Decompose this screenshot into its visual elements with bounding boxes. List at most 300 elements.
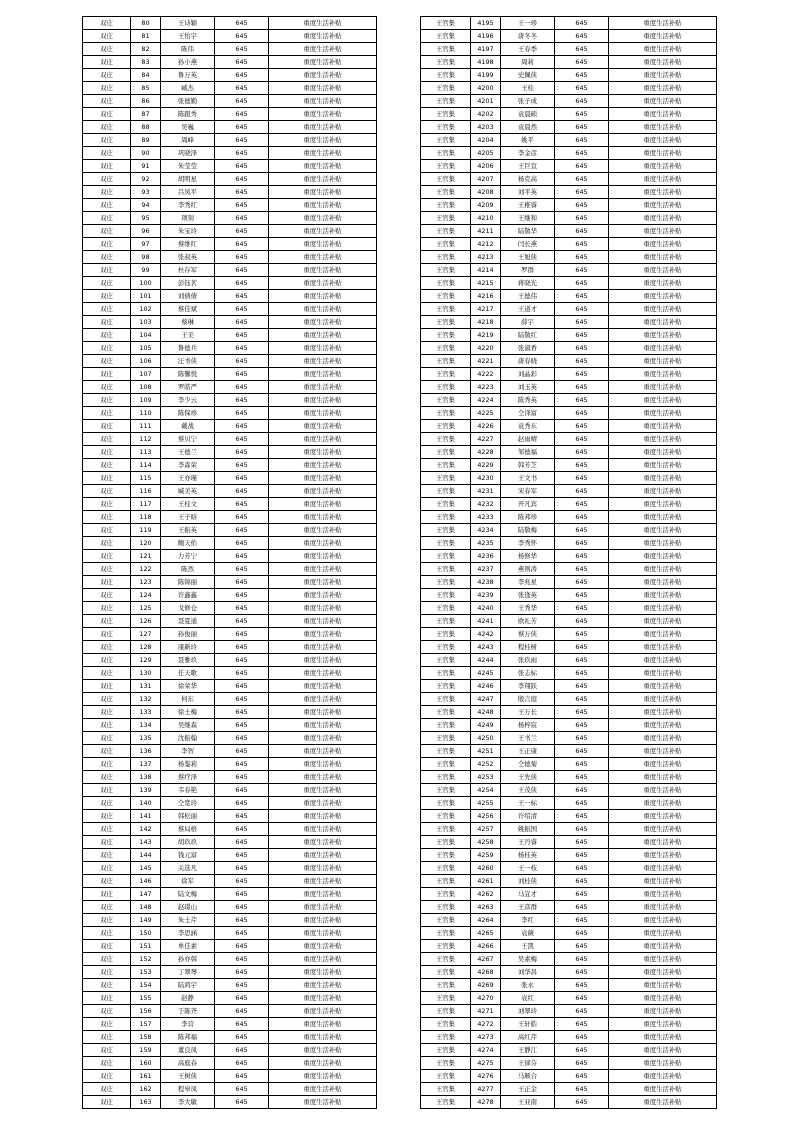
table-row bbox=[421, 433, 717, 446]
amount-cell: 645 bbox=[555, 693, 609, 706]
amount-cell: 645 bbox=[555, 641, 609, 654]
table-row bbox=[83, 810, 377, 823]
subsidy-type-cell: 重度生活补贴 bbox=[609, 589, 717, 602]
town-cell: 双庄 bbox=[83, 914, 131, 927]
table-row bbox=[421, 706, 717, 719]
subsidy-type-cell: 重度生活补贴 bbox=[609, 108, 717, 121]
town-cell: 王官集 bbox=[421, 1083, 471, 1096]
amount-cell: 645 bbox=[215, 537, 269, 550]
amount-cell: 645 bbox=[215, 1083, 269, 1096]
number-cell: 4240 bbox=[471, 602, 501, 615]
amount-cell: 645 bbox=[215, 693, 269, 706]
town-cell: 王官集 bbox=[421, 394, 471, 407]
subsidy-type-cell: 重度生活补贴 bbox=[609, 667, 717, 680]
town-cell: 双庄 bbox=[83, 134, 131, 147]
name-cell: 杨桂英 bbox=[501, 849, 555, 862]
table-row bbox=[421, 277, 717, 290]
table-row bbox=[421, 667, 717, 680]
name-cell: 王丹睿 bbox=[501, 836, 555, 849]
town-cell: 王官集 bbox=[421, 550, 471, 563]
table-row bbox=[421, 979, 717, 992]
town-cell: 王官集 bbox=[421, 797, 471, 810]
subsidy-type-cell: 重度生活补贴 bbox=[609, 576, 717, 589]
name-cell: 史佩侠 bbox=[501, 69, 555, 82]
number-cell: 86 bbox=[131, 95, 161, 108]
subsidy-type-cell: 重度生活补贴 bbox=[609, 563, 717, 576]
amount-cell: 645 bbox=[215, 602, 269, 615]
amount-cell: 645 bbox=[215, 966, 269, 979]
name-cell: 蔡琳 bbox=[161, 316, 215, 329]
name-cell: 程皋凤 bbox=[161, 1083, 215, 1096]
amount-cell: 645 bbox=[215, 472, 269, 485]
table-row bbox=[421, 56, 717, 69]
table-row bbox=[421, 199, 717, 212]
town-cell: 双庄 bbox=[83, 628, 131, 641]
amount-cell: 645 bbox=[215, 498, 269, 511]
table-row bbox=[83, 784, 377, 797]
number-cell: 4261 bbox=[471, 875, 501, 888]
amount-cell: 645 bbox=[215, 485, 269, 498]
number-cell: 116 bbox=[131, 485, 161, 498]
number-cell: 4219 bbox=[471, 329, 501, 342]
town-cell: 王官集 bbox=[421, 368, 471, 381]
name-cell: 仝宽玲 bbox=[161, 797, 215, 810]
name-cell: 刘华昌 bbox=[501, 966, 555, 979]
name-cell: 董良凤 bbox=[161, 1044, 215, 1057]
town-cell: 双庄 bbox=[83, 186, 131, 199]
town-cell: 王官集 bbox=[421, 147, 471, 160]
name-cell: 李兆星 bbox=[501, 576, 555, 589]
name-cell: 彭钰茗 bbox=[161, 277, 215, 290]
table-row bbox=[83, 17, 377, 30]
subsidy-type-cell: 重度生活补贴 bbox=[269, 628, 377, 641]
number-cell: 4214 bbox=[471, 264, 501, 277]
table-row bbox=[83, 394, 377, 407]
subsidy-type-cell: 重度生活补贴 bbox=[269, 225, 377, 238]
town-cell: 王官集 bbox=[421, 862, 471, 875]
table-row bbox=[83, 147, 377, 160]
number-cell: 4222 bbox=[471, 368, 501, 381]
amount-cell: 645 bbox=[215, 667, 269, 680]
left-table-body bbox=[83, 17, 377, 1109]
number-cell: 4206 bbox=[471, 160, 501, 173]
subsidy-type-cell: 重度生活补贴 bbox=[269, 1083, 377, 1096]
table-row bbox=[83, 1096, 377, 1109]
town-cell: 王官集 bbox=[421, 420, 471, 433]
table-row bbox=[83, 927, 377, 940]
amount-cell: 645 bbox=[215, 108, 269, 121]
amount-cell: 645 bbox=[215, 901, 269, 914]
table-row bbox=[421, 576, 717, 589]
amount-cell: 645 bbox=[215, 940, 269, 953]
number-cell: 4210 bbox=[471, 212, 501, 225]
subsidy-type-cell: 重度生活补贴 bbox=[609, 836, 717, 849]
name-cell: 许鑫鑫 bbox=[161, 589, 215, 602]
subsidy-type-cell: 重度生活补贴 bbox=[609, 446, 717, 459]
name-cell: 胡明星 bbox=[161, 173, 215, 186]
town-cell: 王官集 bbox=[421, 212, 471, 225]
town-cell: 双庄 bbox=[83, 953, 131, 966]
table-row bbox=[83, 654, 377, 667]
table-row bbox=[83, 511, 377, 524]
town-cell: 双庄 bbox=[83, 381, 131, 394]
name-cell: 许绍清 bbox=[501, 810, 555, 823]
town-cell: 双庄 bbox=[83, 147, 131, 160]
name-cell: 王桂 bbox=[501, 82, 555, 95]
town-cell: 双庄 bbox=[83, 238, 131, 251]
name-cell: 单佳素 bbox=[161, 940, 215, 953]
name-cell: 王美 bbox=[161, 329, 215, 342]
amount-cell: 645 bbox=[555, 537, 609, 550]
amount-cell: 645 bbox=[215, 1031, 269, 1044]
town-cell: 双庄 bbox=[83, 17, 131, 30]
amount-cell: 645 bbox=[555, 784, 609, 797]
town-cell: 王官集 bbox=[421, 108, 471, 121]
number-cell: 82 bbox=[131, 43, 161, 56]
subsidy-type-cell: 重度生活补贴 bbox=[609, 992, 717, 1005]
number-cell: 127 bbox=[131, 628, 161, 641]
subsidy-type-cell: 重度生活补贴 bbox=[269, 1005, 377, 1018]
number-cell: 103 bbox=[131, 316, 161, 329]
amount-cell: 645 bbox=[215, 82, 269, 95]
amount-cell: 645 bbox=[215, 56, 269, 69]
subsidy-type-cell: 重度生活补贴 bbox=[609, 303, 717, 316]
town-cell: 王官集 bbox=[421, 199, 471, 212]
town-cell: 王官集 bbox=[421, 498, 471, 511]
amount-cell: 645 bbox=[215, 407, 269, 420]
table-row bbox=[421, 1096, 717, 1109]
table-row bbox=[83, 771, 377, 784]
amount-cell: 645 bbox=[555, 823, 609, 836]
subsidy-type-cell: 重度生活补贴 bbox=[269, 1031, 377, 1044]
table-row bbox=[83, 121, 377, 134]
town-cell: 双庄 bbox=[83, 1096, 131, 1109]
subsidy-type-cell: 重度生活补贴 bbox=[269, 979, 377, 992]
town-cell: 双庄 bbox=[83, 940, 131, 953]
number-cell: 108 bbox=[131, 381, 161, 394]
number-cell: 4273 bbox=[471, 1031, 501, 1044]
table-row bbox=[421, 914, 717, 927]
table-row bbox=[83, 316, 377, 329]
name-cell: 臧美英 bbox=[161, 485, 215, 498]
number-cell: 90 bbox=[131, 147, 161, 160]
table-row bbox=[83, 862, 377, 875]
amount-cell: 645 bbox=[555, 199, 609, 212]
subsidy-type-cell: 重度生活补贴 bbox=[609, 290, 717, 303]
number-cell: 4212 bbox=[471, 238, 501, 251]
table-row bbox=[83, 1044, 377, 1057]
amount-cell: 645 bbox=[215, 199, 269, 212]
subsidy-type-cell: 重度生活补贴 bbox=[609, 719, 717, 732]
town-cell: 双庄 bbox=[83, 563, 131, 576]
number-cell: 4241 bbox=[471, 615, 501, 628]
name-cell: 巩晓泽 bbox=[161, 147, 215, 160]
name-cell: 王静江 bbox=[501, 1044, 555, 1057]
number-cell: 4274 bbox=[471, 1044, 501, 1057]
subsidy-type-cell: 重度生活补贴 bbox=[609, 1070, 717, 1083]
table-row bbox=[421, 732, 717, 745]
amount-cell: 645 bbox=[215, 225, 269, 238]
amount-cell: 645 bbox=[555, 95, 609, 108]
number-cell: 4268 bbox=[471, 966, 501, 979]
town-cell: 王官集 bbox=[421, 277, 471, 290]
town-cell: 双庄 bbox=[83, 329, 131, 342]
number-cell: 4246 bbox=[471, 680, 501, 693]
subsidy-type-cell: 重度生活补贴 bbox=[269, 290, 377, 303]
name-cell: 蔡佳斌 bbox=[161, 303, 215, 316]
amount-cell: 645 bbox=[215, 862, 269, 875]
amount-cell: 645 bbox=[215, 654, 269, 667]
amount-cell: 645 bbox=[555, 1070, 609, 1083]
town-cell: 双庄 bbox=[83, 433, 131, 446]
name-cell: 于陈齐 bbox=[161, 1005, 215, 1018]
table-row bbox=[83, 615, 377, 628]
number-cell: 153 bbox=[131, 966, 161, 979]
amount-cell: 645 bbox=[555, 238, 609, 251]
name-cell: 吴继森 bbox=[161, 719, 215, 732]
subsidy-type-cell: 重度生活补贴 bbox=[609, 537, 717, 550]
number-cell: 4209 bbox=[471, 199, 501, 212]
table-row bbox=[421, 862, 717, 875]
subsidy-type-cell: 重度生活补贴 bbox=[269, 1057, 377, 1070]
subsidy-type-cell: 重度生活补贴 bbox=[269, 82, 377, 95]
subsidy-type-cell: 重度生活补贴 bbox=[609, 17, 717, 30]
amount-cell: 645 bbox=[555, 446, 609, 459]
table-row bbox=[421, 43, 717, 56]
number-cell: 87 bbox=[131, 108, 161, 121]
number-cell: 4203 bbox=[471, 121, 501, 134]
table-row bbox=[83, 238, 377, 251]
amount-cell: 645 bbox=[555, 173, 609, 186]
table-row bbox=[421, 589, 717, 602]
number-cell: 98 bbox=[131, 251, 161, 264]
name-cell: 徐军 bbox=[161, 875, 215, 888]
number-cell: 4266 bbox=[471, 940, 501, 953]
number-cell: 96 bbox=[131, 225, 161, 238]
number-cell: 4251 bbox=[471, 745, 501, 758]
subsidy-type-cell: 重度生活补贴 bbox=[609, 979, 717, 992]
table-row bbox=[421, 394, 717, 407]
table-row bbox=[421, 82, 717, 95]
number-cell: 118 bbox=[131, 511, 161, 524]
subsidy-type-cell: 重度生活补贴 bbox=[609, 1096, 717, 1109]
table-row bbox=[83, 576, 377, 589]
name-cell: 杨梓宸 bbox=[501, 719, 555, 732]
subsidy-type-cell: 重度生活补贴 bbox=[269, 992, 377, 1005]
table-row bbox=[83, 342, 377, 355]
amount-cell: 645 bbox=[215, 680, 269, 693]
table-row bbox=[83, 966, 377, 979]
subsidy-type-cell: 重度生活补贴 bbox=[609, 849, 717, 862]
number-cell: 105 bbox=[131, 342, 161, 355]
table-row bbox=[421, 134, 717, 147]
number-cell: 4198 bbox=[471, 56, 501, 69]
subsidy-type-cell: 重度生活补贴 bbox=[609, 1057, 717, 1070]
town-cell: 王官集 bbox=[421, 628, 471, 641]
name-cell: 王先侠 bbox=[501, 771, 555, 784]
number-cell: 4239 bbox=[471, 589, 501, 602]
name-cell: 吕凤平 bbox=[161, 186, 215, 199]
name-cell: 李大敏 bbox=[161, 1096, 215, 1109]
number-cell: 4277 bbox=[471, 1083, 501, 1096]
town-cell: 王官集 bbox=[421, 121, 471, 134]
name-cell: 徐士梅 bbox=[161, 706, 215, 719]
table-row bbox=[421, 238, 717, 251]
table-row bbox=[83, 69, 377, 82]
subsidy-type-cell: 重度生活补贴 bbox=[269, 862, 377, 875]
town-cell: 王官集 bbox=[421, 940, 471, 953]
table-row bbox=[83, 355, 377, 368]
subsidy-type-cell: 重度生活补贴 bbox=[269, 342, 377, 355]
name-cell: 王万长 bbox=[501, 706, 555, 719]
name-cell: 陈锦丽 bbox=[161, 576, 215, 589]
amount-cell: 645 bbox=[215, 290, 269, 303]
town-cell: 王官集 bbox=[421, 485, 471, 498]
table-row bbox=[421, 1044, 717, 1057]
subsidy-type-cell: 重度生活补贴 bbox=[269, 706, 377, 719]
amount-cell: 645 bbox=[215, 927, 269, 940]
amount-cell: 645 bbox=[555, 914, 609, 927]
number-cell: 155 bbox=[131, 992, 161, 1005]
number-cell: 4276 bbox=[471, 1070, 501, 1083]
number-cell: 112 bbox=[131, 433, 161, 446]
amount-cell: 645 bbox=[215, 420, 269, 433]
name-cell: 鲁万英 bbox=[161, 69, 215, 82]
table-row bbox=[83, 602, 377, 615]
subsidy-type-cell: 重度生活补贴 bbox=[269, 394, 377, 407]
number-cell: 125 bbox=[131, 602, 161, 615]
amount-cell: 645 bbox=[215, 394, 269, 407]
amount-cell: 645 bbox=[215, 329, 269, 342]
table-row bbox=[83, 992, 377, 1005]
name-cell: 李营 bbox=[161, 1018, 215, 1031]
number-cell: 4211 bbox=[471, 225, 501, 238]
table-row bbox=[83, 368, 377, 381]
name-cell: 刘翠玲 bbox=[501, 1005, 555, 1018]
town-cell: 双庄 bbox=[83, 56, 131, 69]
amount-cell: 645 bbox=[215, 992, 269, 1005]
number-cell: 89 bbox=[131, 134, 161, 147]
name-cell: 赵璟山 bbox=[161, 901, 215, 914]
table-row bbox=[83, 524, 377, 537]
number-cell: 4227 bbox=[471, 433, 501, 446]
amount-cell: 645 bbox=[555, 342, 609, 355]
town-cell: 双庄 bbox=[83, 108, 131, 121]
name-cell: 吴素梅 bbox=[501, 953, 555, 966]
number-cell: 85 bbox=[131, 82, 161, 95]
name-cell: 胡玖玖 bbox=[161, 836, 215, 849]
number-cell: 123 bbox=[131, 576, 161, 589]
subsidy-type-cell: 重度生活补贴 bbox=[609, 875, 717, 888]
table-row bbox=[83, 433, 377, 446]
name-cell: 王律芬 bbox=[501, 1057, 555, 1070]
table-row bbox=[421, 888, 717, 901]
number-cell: 4226 bbox=[471, 420, 501, 433]
name-cell: 钱元富 bbox=[161, 849, 215, 862]
town-cell: 王官集 bbox=[421, 329, 471, 342]
amount-cell: 645 bbox=[555, 836, 609, 849]
table-row bbox=[83, 680, 377, 693]
name-cell: 杨修华 bbox=[501, 550, 555, 563]
name-cell: 朱宝玲 bbox=[161, 225, 215, 238]
subsidy-type-cell: 重度生活补贴 bbox=[609, 173, 717, 186]
table-row bbox=[83, 498, 377, 511]
table-row bbox=[83, 225, 377, 238]
subsidy-type-cell: 重度生活补贴 bbox=[609, 550, 717, 563]
number-cell: 4258 bbox=[471, 836, 501, 849]
table-row bbox=[83, 290, 377, 303]
name-cell: 韩松丽 bbox=[161, 810, 215, 823]
name-cell: 殷言庭 bbox=[501, 693, 555, 706]
town-cell: 王官集 bbox=[421, 251, 471, 264]
town-cell: 王官集 bbox=[421, 342, 471, 355]
name-cell: 王一珍 bbox=[501, 17, 555, 30]
town-cell: 双庄 bbox=[83, 745, 131, 758]
name-cell: 吴巍 bbox=[161, 121, 215, 134]
subsidy-type-cell: 重度生活补贴 bbox=[609, 862, 717, 875]
town-cell: 王官集 bbox=[421, 1005, 471, 1018]
subsidy-type-cell: 重度生活补贴 bbox=[609, 966, 717, 979]
table-row bbox=[83, 264, 377, 277]
table-row bbox=[421, 1031, 717, 1044]
amount-cell: 645 bbox=[555, 654, 609, 667]
name-cell: 陈馨悦 bbox=[161, 368, 215, 381]
subsidy-type-cell: 重度生活补贴 bbox=[269, 199, 377, 212]
table-row bbox=[421, 758, 717, 771]
town-cell: 王官集 bbox=[421, 836, 471, 849]
town-cell: 王官集 bbox=[421, 433, 471, 446]
number-cell: 95 bbox=[131, 212, 161, 225]
town-cell: 双庄 bbox=[83, 849, 131, 862]
name-cell: 徐荣华 bbox=[161, 680, 215, 693]
amount-cell: 645 bbox=[555, 264, 609, 277]
number-cell: 107 bbox=[131, 368, 161, 381]
number-cell: 4218 bbox=[471, 316, 501, 329]
subsidy-type-cell: 重度生活补贴 bbox=[269, 17, 377, 30]
number-cell: 4271 bbox=[471, 1005, 501, 1018]
subsidy-type-cell: 重度生活补贴 bbox=[269, 368, 377, 381]
amount-cell: 645 bbox=[555, 459, 609, 472]
number-cell: 4248 bbox=[471, 706, 501, 719]
subsidy-type-cell: 重度生活补贴 bbox=[269, 953, 377, 966]
subsidy-type-cell: 重度生活补贴 bbox=[269, 43, 377, 56]
number-cell: 91 bbox=[131, 160, 161, 173]
number-cell: 151 bbox=[131, 940, 161, 953]
amount-cell: 645 bbox=[215, 979, 269, 992]
amount-cell: 645 bbox=[555, 121, 609, 134]
name-cell: 李金彦 bbox=[501, 147, 555, 160]
number-cell: 126 bbox=[131, 615, 161, 628]
number-cell: 4254 bbox=[471, 784, 501, 797]
table-row bbox=[421, 745, 717, 758]
table-row bbox=[83, 420, 377, 433]
table-row bbox=[83, 329, 377, 342]
town-cell: 双庄 bbox=[83, 966, 131, 979]
number-cell: 4195 bbox=[471, 17, 501, 30]
subsidy-type-cell: 重度生活补贴 bbox=[609, 134, 717, 147]
town-cell: 双庄 bbox=[83, 1044, 131, 1057]
table-row bbox=[421, 537, 717, 550]
number-cell: 104 bbox=[131, 329, 161, 342]
town-cell: 双庄 bbox=[83, 277, 131, 290]
town-cell: 双庄 bbox=[83, 979, 131, 992]
name-cell: 薛宇 bbox=[501, 316, 555, 329]
amount-cell: 645 bbox=[555, 628, 609, 641]
name-cell: 赵雨晴 bbox=[501, 433, 555, 446]
subsidy-type-cell: 重度生活补贴 bbox=[609, 69, 717, 82]
table-row bbox=[421, 186, 717, 199]
town-cell: 王官集 bbox=[421, 355, 471, 368]
